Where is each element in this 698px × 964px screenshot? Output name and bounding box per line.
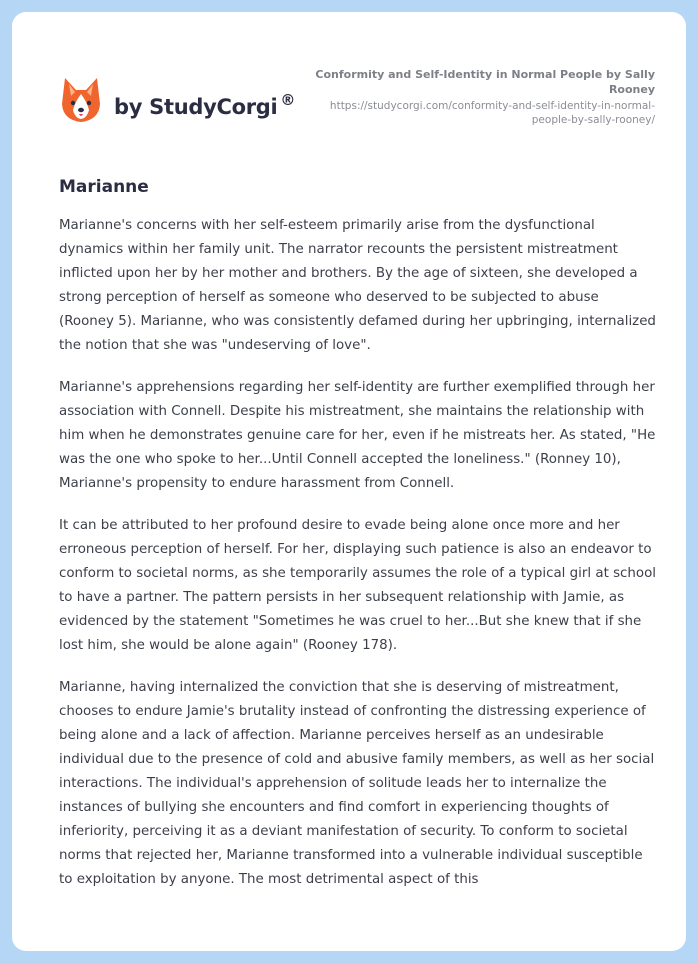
registered-mark: ® xyxy=(280,91,296,109)
document-meta xyxy=(315,67,655,127)
studycorgi-logo[interactable] xyxy=(61,76,311,140)
paragraph: It can be attributed to her profound desire to evade being alone once more and her erroneous perception of herself. For her, displaying such patience is also an endeavor to conform to societal norms, as she temporarily assumes the role of a typical girl at school to have a partner. The pattern persists in her subsequent relationship with Jamie, as evidenced by the statement "Sometimes he was cruel to her...But she knew that if she lost him, she would be alone again" (Rooney 178). xyxy=(59,518,657,653)
brand-name xyxy=(114,91,296,119)
paragraph: Marianne, having internalized the conviction that she is deserving of mistreatment, chooses to endure Jamie's brutality instead of confronting the distressing experience of being alone and a lack of affection. Marianne perceives herself as an undesirable individual due to the presence of cold and abusive family members, as well as her social interactions. The individual's apprehension of solitude leads her to internalize the instances of bullying she encounters and find comfort in experiencing thoughts of inferiority, perceiving it as a deviant manifestation of security. To conform to societal norms that rejected her, Marianne transformed into a vulnerable individual susceptible to exploitation by anyone. The most detrimental aspect of this xyxy=(59,680,655,887)
document-card xyxy=(12,12,686,951)
section-heading: Marianne xyxy=(59,177,149,197)
brand-text: by StudyCorgi xyxy=(114,95,278,119)
paragraph: Marianne's concerns with her self-esteem primarily arise from the dysfunctional dynamics within her family unit. The narrator recounts the persistent mistreatment inflicted upon her by her mother and brothers. By the age of sixteen, she developed a strong perception of herself as someone who deserved to be subjected to abuse (Rooney 5). Marianne, who was consistently defamed during her upbringing, internalized the notion that she was "undeserving of love". xyxy=(59,218,656,353)
corgi-icon xyxy=(61,76,101,124)
article-body xyxy=(59,214,657,910)
paragraph: Marianne's apprehensions regarding her self-identity are further exemplified through her association with Connell. Despite his mistreatment, she maintains the relationship with him when he demonstrates genuine care for her, even if he mistreats her. As stated, "He was the one who spoke to her...Until Connell accepted the loneliness." (Ronney 10), Marianne's propensity to endure harassment from Connell. xyxy=(59,380,656,491)
document-title: Conformity and Self-Identity in Normal People by Sally Rooney xyxy=(315,68,655,96)
document-url[interactable]: https://studycorgi.com/conformity-and-self-identity-in-normal-people-by-sally-rooney/ xyxy=(329,100,655,126)
